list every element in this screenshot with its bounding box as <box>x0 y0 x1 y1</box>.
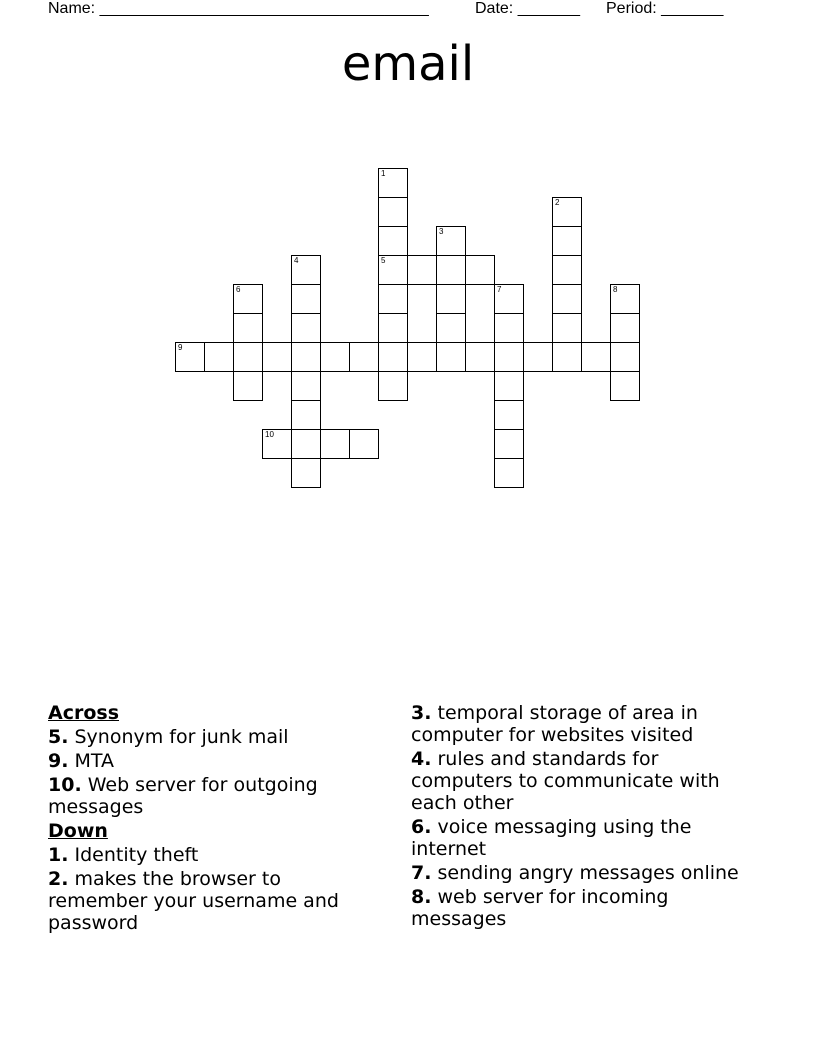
crossword-cell[interactable] <box>494 400 524 430</box>
clue-item <box>411 862 761 884</box>
crossword-cell[interactable] <box>436 342 466 372</box>
crossword-cell[interactable] <box>407 255 437 285</box>
clue-number: 10 <box>265 430 274 439</box>
crossword-cell[interactable] <box>494 284 524 314</box>
clue-number: 5 <box>381 256 386 265</box>
crossword-cell[interactable] <box>175 342 205 372</box>
page-title: email <box>341 36 475 92</box>
crossword-cell[interactable] <box>494 429 524 459</box>
crossword-cell[interactable] <box>320 342 350 372</box>
name-field-label: Name: _____________________________________ <box>48 0 429 17</box>
crossword-cell[interactable] <box>204 342 234 372</box>
clue-number: 8 <box>613 285 618 294</box>
clue-number: 7 <box>497 285 502 294</box>
clue-item-text: MTA <box>74 750 115 772</box>
clue-number: 9 <box>178 343 183 352</box>
period-field-label: Period: _______ <box>606 0 724 17</box>
clue-item-number: 7. <box>411 862 432 884</box>
crossword-cell[interactable] <box>233 284 263 314</box>
crossword-cell[interactable] <box>378 371 408 401</box>
crossword-cell[interactable] <box>291 284 321 314</box>
crossword-cell[interactable] <box>233 371 263 401</box>
clue-item <box>411 886 761 930</box>
crossword-cell[interactable] <box>291 429 321 459</box>
crossword-cell[interactable] <box>291 255 321 285</box>
crossword-cell[interactable] <box>552 284 582 314</box>
clue-section-heading: Across <box>48 702 120 724</box>
crossword-cell[interactable] <box>262 429 292 459</box>
crossword-cell[interactable] <box>552 342 582 372</box>
crossword-cell[interactable] <box>610 313 640 343</box>
clue-item <box>48 774 378 818</box>
clue-item-number: 10. <box>48 774 82 796</box>
crossword-cell[interactable] <box>494 313 524 343</box>
crossword-cell[interactable] <box>378 255 408 285</box>
clues-column-left <box>48 702 378 936</box>
clue-item-number: 3. <box>411 702 432 724</box>
crossword-cell[interactable] <box>378 342 408 372</box>
crossword-cell[interactable] <box>378 226 408 256</box>
crossword-cell[interactable] <box>552 197 582 227</box>
crossword-cell[interactable] <box>494 342 524 372</box>
clue-item-number: 1. <box>48 844 69 866</box>
crossword-cell[interactable] <box>552 313 582 343</box>
clue-item-text: makes the browser to remember your username and password <box>48 868 339 934</box>
clue-item-number: 8. <box>411 886 432 908</box>
clue-item-text: web server for incoming messages <box>411 886 669 930</box>
crossword-cell[interactable] <box>262 342 292 372</box>
date-field-label: Date: _______ <box>475 0 580 17</box>
clue-item-text: voice messaging using the internet <box>411 816 692 860</box>
clue-number: 3 <box>439 227 444 236</box>
crossword-cell[interactable] <box>233 313 263 343</box>
crossword-cell[interactable] <box>494 458 524 488</box>
clue-section-heading: Down <box>48 820 108 842</box>
clue-item-text: Synonym for junk mail <box>74 726 289 748</box>
crossword-cell[interactable] <box>349 342 379 372</box>
clue-item-number: 2. <box>48 868 69 890</box>
crossword-cell[interactable] <box>378 197 408 227</box>
crossword-cell[interactable] <box>378 168 408 198</box>
clue-item-text: Web server for outgoing messages <box>48 774 318 818</box>
crossword-cell[interactable] <box>436 284 466 314</box>
clue-item-number: 4. <box>411 748 432 770</box>
crossword-cell[interactable] <box>552 226 582 256</box>
clue-item <box>48 844 378 866</box>
crossword-cell[interactable] <box>581 342 611 372</box>
clue-item-text: Identity theft <box>74 844 199 866</box>
crossword-cell[interactable] <box>291 400 321 430</box>
clues-column-right <box>411 702 761 932</box>
crossword-cell[interactable] <box>320 429 350 459</box>
crossword-cell[interactable] <box>378 284 408 314</box>
clue-item <box>411 748 761 814</box>
crossword-cell[interactable] <box>436 313 466 343</box>
clue-item-text: temporal storage of area in computer for websites visited <box>411 702 698 746</box>
crossword-cell[interactable] <box>291 371 321 401</box>
crossword-cell[interactable] <box>378 313 408 343</box>
crossword-cell[interactable] <box>436 226 466 256</box>
crossword-cell[interactable] <box>465 342 495 372</box>
clue-item-number: 5. <box>48 726 69 748</box>
clue-item <box>411 702 761 746</box>
crossword-cell[interactable] <box>349 429 379 459</box>
clue-item <box>48 726 378 748</box>
clue-item <box>48 868 378 934</box>
crossword-cell[interactable] <box>407 342 437 372</box>
clue-number: 4 <box>294 256 299 265</box>
crossword-cell[interactable] <box>494 371 524 401</box>
crossword-cell[interactable] <box>610 342 640 372</box>
crossword-cell[interactable] <box>233 342 263 372</box>
clue-item-text: rules and standards for computers to communicate with each other <box>411 748 720 814</box>
clue-item <box>411 816 761 860</box>
crossword-cell[interactable] <box>291 313 321 343</box>
clue-item <box>48 750 378 772</box>
crossword-cell[interactable] <box>291 342 321 372</box>
crossword-cell[interactable] <box>465 255 495 285</box>
clue-number: 2 <box>555 198 560 207</box>
crossword-cell[interactable] <box>552 255 582 285</box>
clue-item-text: sending angry messages online <box>437 862 739 884</box>
clue-item-number: 6. <box>411 816 432 838</box>
clue-number: 6 <box>236 285 241 294</box>
clue-number: 1 <box>381 169 386 178</box>
crossword-cell[interactable] <box>436 255 466 285</box>
crossword-cell[interactable] <box>610 371 640 401</box>
crossword-cell[interactable] <box>291 458 321 488</box>
crossword-cell[interactable] <box>610 284 640 314</box>
clue-item-number: 9. <box>48 750 69 772</box>
crossword-cell[interactable] <box>523 342 553 372</box>
